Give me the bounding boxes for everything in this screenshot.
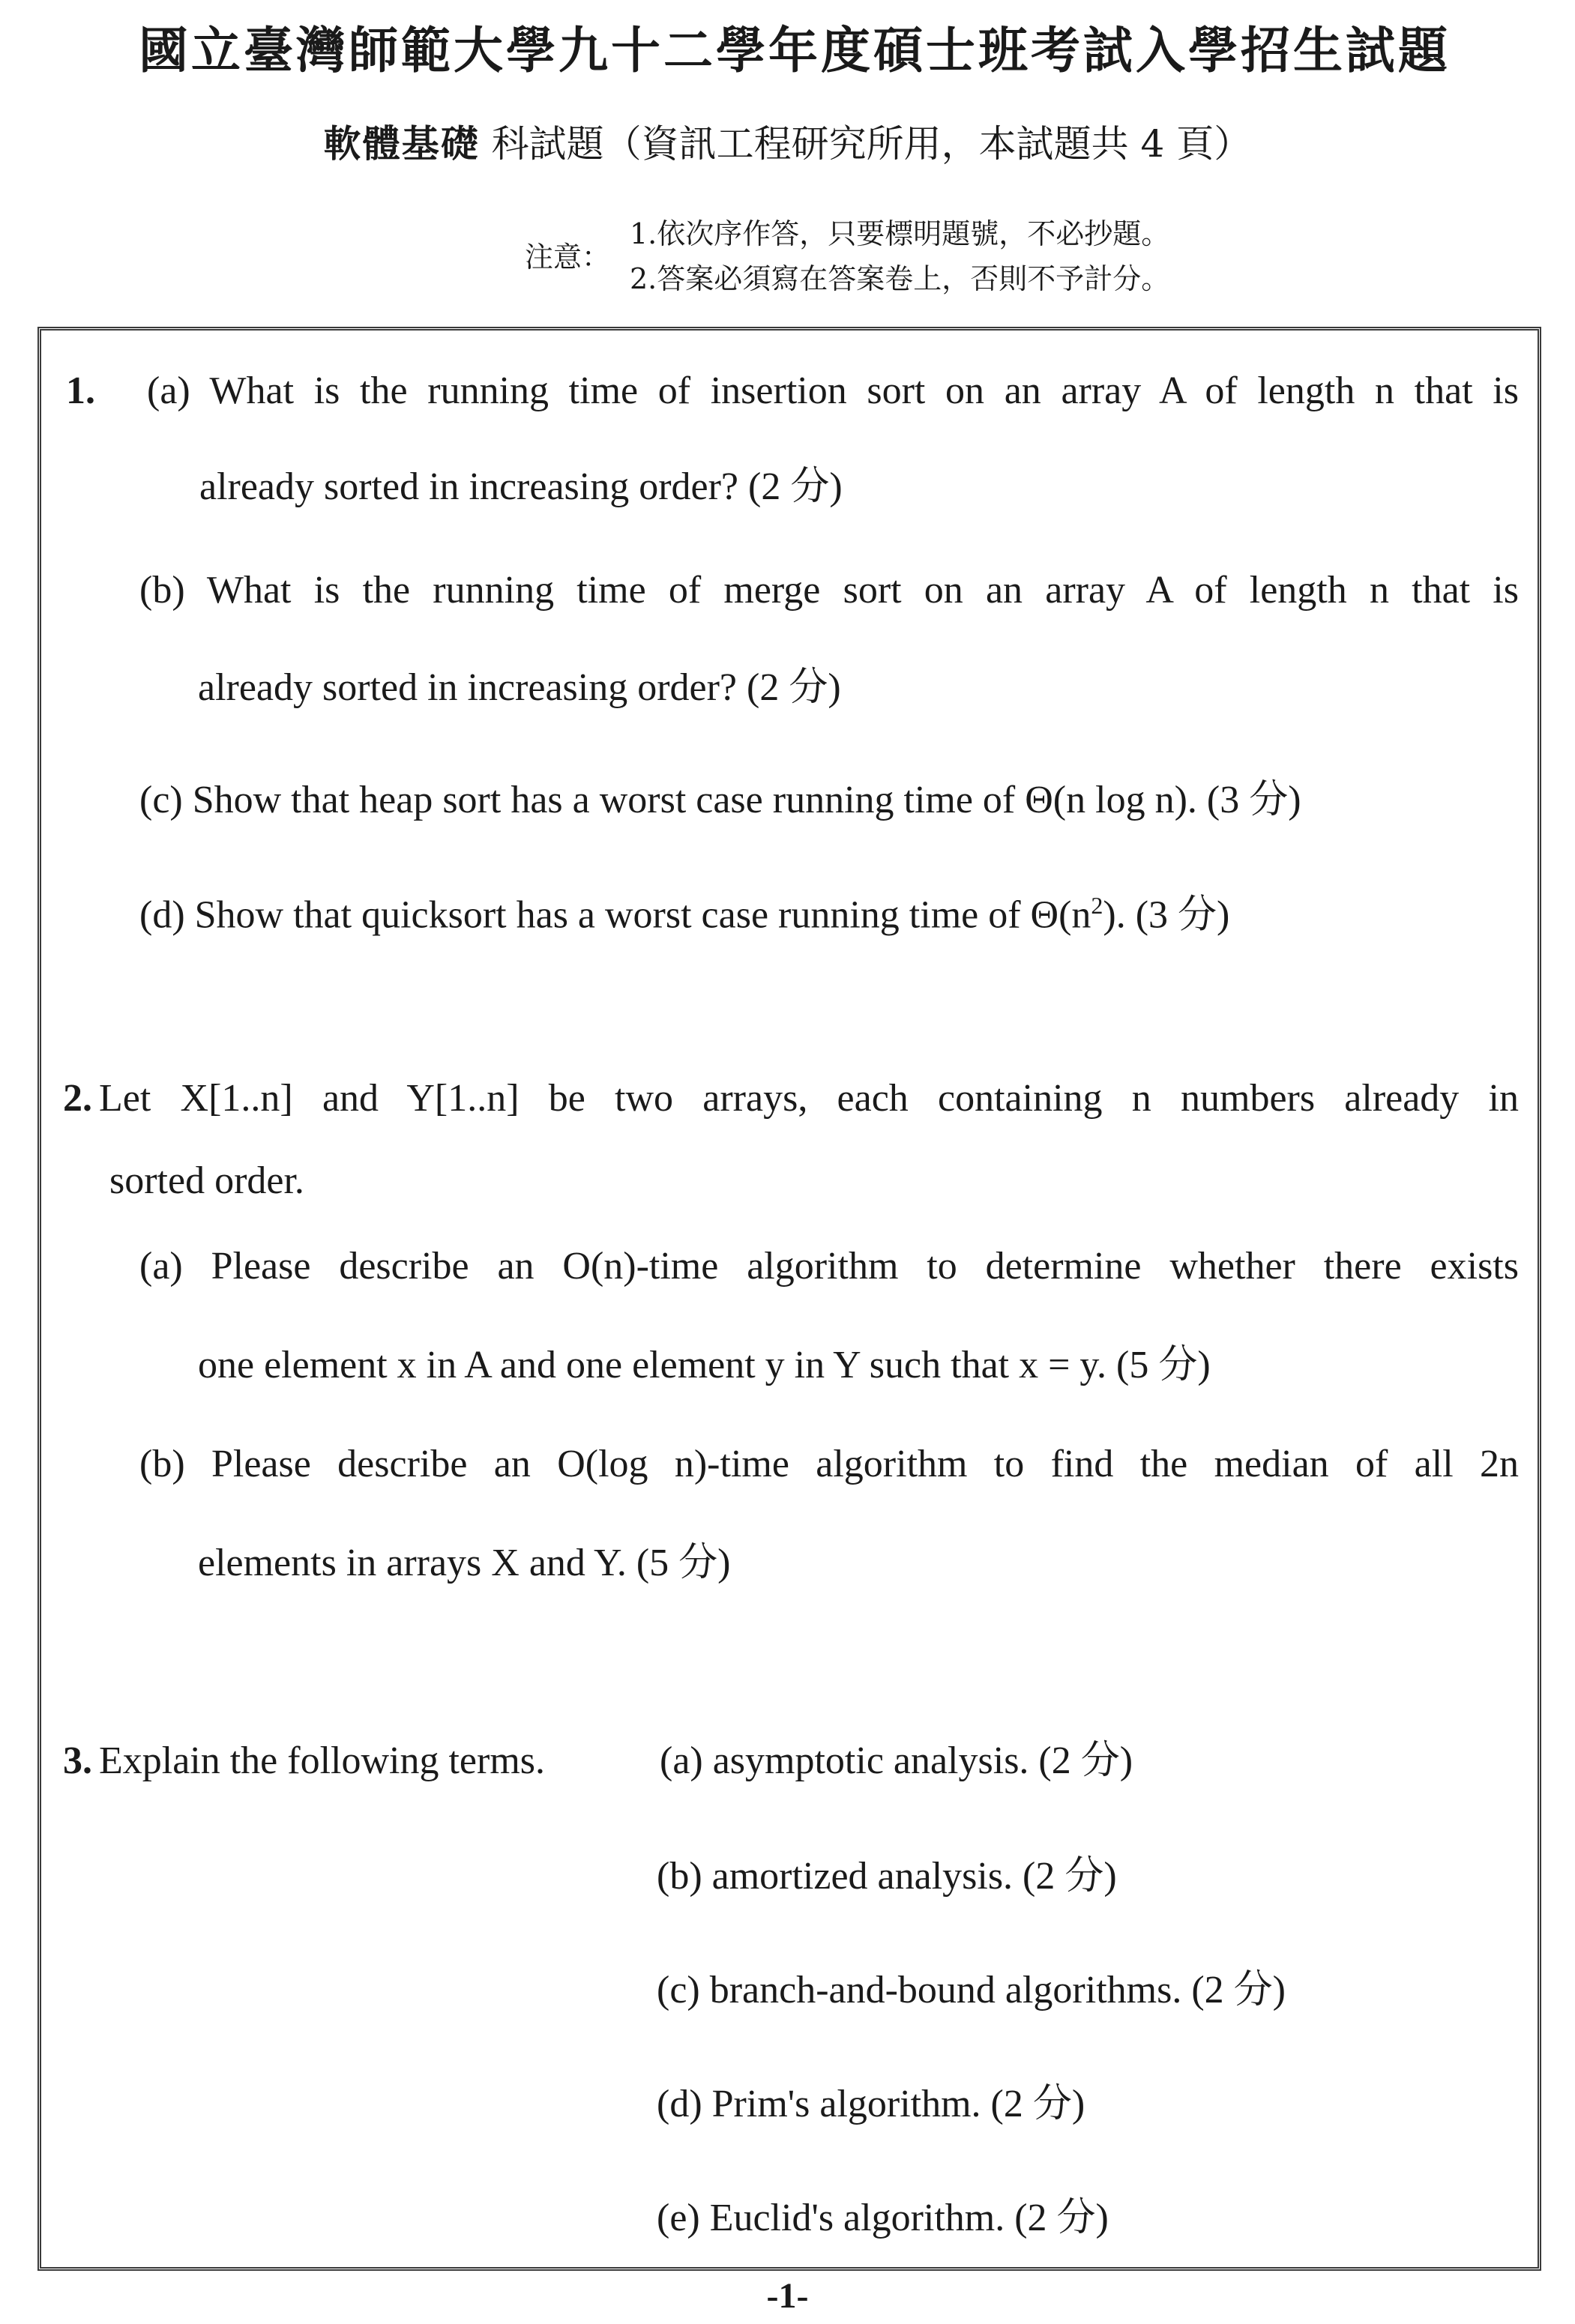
question-1d-points: ). (3 分) xyxy=(1103,893,1230,937)
notice-label: 注意： xyxy=(525,241,611,274)
question-2b-line1: (b) Please describe an O(log n)-time algorithm to find the median of all 2n xyxy=(139,1443,1519,1485)
question-2b-line2: elements in arrays X and Y. (5 分) xyxy=(198,1542,731,1584)
question-1b-line1: (b) What is the running time of merge sort on an array A of length n that is xyxy=(139,569,1519,612)
question-3-number: 3. xyxy=(63,1739,92,1782)
question-1d-line1 xyxy=(139,893,1229,935)
question-1b-line2: already sorted in increasing order? (2 分) xyxy=(198,666,841,709)
question-2a-line2: one element x in A and one element y in Y such that x = y. (5 分) xyxy=(198,1344,1211,1386)
question-2-number: 2. xyxy=(63,1077,92,1120)
question-1c-line1: (c) Show that heap sort has a worst case running time of Θ(n log n). (3 分) xyxy=(139,779,1301,821)
exponent: 2 xyxy=(1091,892,1103,919)
subject-name: 軟體基礎 xyxy=(323,121,480,166)
subject-info: 科試題（資訊工程研究所用，本試題共 4 頁） xyxy=(479,122,1252,166)
notice-item: 1.依次序作答，只要標明題號，不必抄題。 xyxy=(630,217,1170,250)
notice-lines xyxy=(630,211,1169,301)
question-1a-line1: (a) What is the running time of insertion sort on an array A of length n that is xyxy=(147,369,1519,412)
question-1-number: 1. xyxy=(66,369,95,412)
term-item: (d) Prim's algorithm. (2 分) xyxy=(657,2083,1085,2125)
term-item: (b) amortized analysis. (2 分) xyxy=(657,1855,1117,1898)
school-title: 國立臺灣師範大學九十二學年度碩士班考試入學招生試題 xyxy=(139,21,1451,79)
term-item: (a) asymptotic analysis. (2 分) xyxy=(660,1739,1133,1782)
notice-item: 2.答案必須寫在答案卷上，否則不予計分。 xyxy=(630,262,1170,295)
question-2-intro-line1: Let X[1..n] and Y[1..n] be two arrays, each containing n numbers already in xyxy=(99,1077,1519,1120)
question-2a-line1: (a) Please describe an O(n)-time algorithm to determine whether there exists xyxy=(139,1245,1519,1288)
subject-line xyxy=(0,114,1575,168)
question-1d-text: (d) Show that quicksort has a worst case running time of Θ(n xyxy=(139,893,1091,937)
question-2-intro-line2: sorted order. xyxy=(109,1159,304,1202)
term-item: (c) branch-and-bound algorithms. (2 分) xyxy=(657,1969,1286,2011)
question-3-intro: Explain the following terms. xyxy=(99,1739,546,1782)
page-number: -1- xyxy=(766,2276,809,2316)
question-1a-line2: already sorted in increasing order? (2 分) xyxy=(199,465,843,508)
term-item: (e) Euclid's algorithm. (2 分) xyxy=(657,2197,1109,2239)
